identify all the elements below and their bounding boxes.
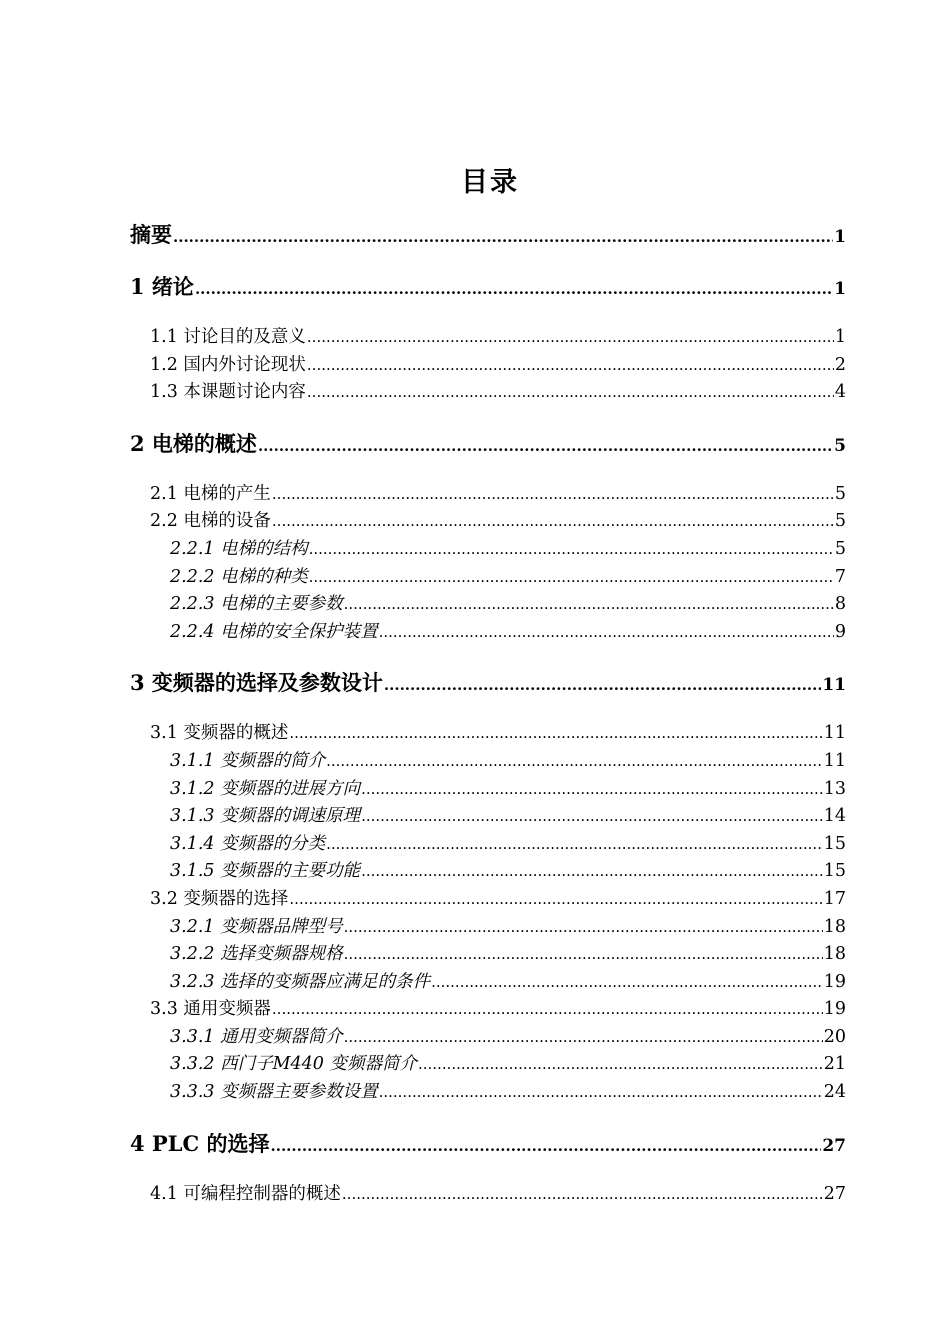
toc-entry-page-number: 1 [834,279,846,299]
toc-entry-level-2[interactable] [130,352,846,380]
toc-leader-dots [289,886,822,914]
toc-entry-level-3[interactable] [130,1024,846,1052]
toc-entry-label: 3.1.2 变频器的进展方向 [170,778,361,799]
toc-entry-page-number: 24 [823,1082,846,1103]
toc-entry-page-number: 27 [823,1183,846,1204]
toc-entry-level-2[interactable] [130,379,846,407]
toc-entry-label: 2.2.4 电梯的安全保护装置 [170,621,378,642]
toc-entry-level-2[interactable] [130,996,846,1024]
toc-leader-dots [431,969,823,997]
toc-leader-dots [344,1024,823,1052]
toc-entry-label: 2.2.1 电梯的结构 [170,538,308,559]
toc-entry-label: 1.1 讨论目的及意义 [150,327,306,347]
toc-entry-label: 3.2 变频器的选择 [150,888,289,909]
toc-leader-dots [307,352,834,380]
toc-entry-level-1[interactable] [130,220,846,250]
toc-leader-dots [272,481,834,509]
toc-entry-level-3[interactable] [130,858,846,886]
toc-entry-label: 3.1.1 变频器的简介 [170,750,326,771]
toc-entry-label: 2.2 电梯的设备 [150,511,271,532]
toc-entry-level-1[interactable] [130,1129,846,1159]
toc-entry-label: 3.2.1 变频器品牌型号 [170,916,343,937]
toc-entry-level-1[interactable] [130,429,846,459]
toc-entry-page-number: 19 [823,999,846,1020]
toc-entry-level-3[interactable] [130,776,846,804]
toc-entry-level-3[interactable] [130,1079,846,1107]
toc-entry-page-number: 19 [823,971,846,992]
toc-entry-page-number: 5 [834,538,846,559]
toc-entry-page-number: 13 [823,778,846,799]
toc-entry-level-3[interactable] [130,969,846,997]
table-of-contents [130,214,846,1208]
toc-entry-page-number: 5 [834,483,846,504]
toc-entry-label: 4.1 可编程控制器的概述 [150,1183,341,1204]
toc-leader-dots [258,431,833,461]
toc-leader-dots [379,619,834,647]
toc-entry-page-number: 20 [823,1026,846,1047]
toc-leader-dots [344,914,823,942]
toc-entry-page-number: 1 [834,327,846,347]
toc-entry-page-number: 15 [823,833,846,854]
toc-entry-page-number: 9 [834,621,846,642]
toc-leader-dots [307,379,834,407]
toc-entry-page-number: 8 [834,594,846,615]
toc-entry-label: 1.2 国内外讨论现状 [150,354,306,375]
toc-entry-page-number: 21 [823,1054,846,1075]
toc-leader-dots [326,748,823,776]
toc-entry-label: 3.1 变频器的概述 [150,723,289,744]
toc-leader-dots [326,831,823,859]
toc-entry-level-3[interactable] [130,1051,846,1079]
toc-entry-page-number: 15 [823,861,846,882]
toc-entry-level-2[interactable] [130,886,846,914]
toc-entry-label: 4 PLC 的选择 [130,1130,270,1156]
toc-leader-dots [361,858,823,886]
toc-leader-dots [272,508,834,536]
toc-entry-level-1[interactable] [130,668,846,698]
toc-leader-dots [195,274,833,304]
toc-entry-level-3[interactable] [130,748,846,776]
toc-entry-level-3[interactable] [130,803,846,831]
toc-entry-level-3[interactable] [130,591,846,619]
toc-entry-level-2[interactable] [130,720,846,748]
toc-entry-label: 2 电梯的概述 [130,430,257,456]
toc-leader-dots [418,1051,823,1079]
toc-entry-level-3[interactable] [130,564,846,592]
toc-entry-level-2[interactable] [130,1181,846,1209]
toc-entry-page-number: 11 [823,750,846,771]
toc-entry-page-number: 5 [834,511,846,532]
toc-entry-label: 1.3 本课题讨论内容 [150,382,306,403]
toc-entry-page-number: 4 [834,382,846,403]
toc-entry-label: 3.1.3 变频器的调速原理 [170,806,361,827]
toc-entry-label: 3 变频器的选择及参数设计 [130,670,383,696]
toc-title: 目录 [461,167,519,198]
toc-entry-page-number: 18 [823,944,846,965]
toc-entry-label: 3.2.2 选择变频器规格 [170,944,343,965]
toc-leader-dots [309,564,834,592]
toc-entry-label: 3.1.5 变频器的主要功能 [170,861,361,882]
toc-entry-level-3[interactable] [130,914,846,942]
toc-entry-level-3[interactable] [130,831,846,859]
toc-leader-dots [379,1079,823,1107]
toc-leader-dots [342,1181,823,1209]
toc-leader-dots [344,591,834,619]
toc-entry-label: 1 绪论 [130,274,194,299]
toc-entry-label: 2.1 电梯的产生 [150,483,271,504]
toc-entry-label: 2.2.2 电梯的种类 [170,566,308,587]
toc-leader-dots [384,670,821,700]
toc-entry-level-2[interactable] [130,508,846,536]
toc-entry-label: 2.2.3 电梯的主要参数 [170,594,343,615]
toc-entry-label: 3.1.4 变频器的分类 [170,833,326,854]
toc-entry-page-number: 5 [834,435,846,456]
toc-entry-label: 3.2.3 选择的变频器应满足的条件 [170,971,431,992]
toc-entry-label: 3.3.3 变频器主要参数设置 [170,1082,378,1103]
toc-entry-level-2[interactable] [130,324,846,352]
toc-leader-dots [173,222,833,252]
toc-leader-dots [289,720,822,748]
toc-leader-dots [272,996,823,1024]
toc-entry-level-3[interactable] [130,619,846,647]
toc-entry-label: 3.3 通用变频器 [150,999,271,1020]
toc-entry-level-3[interactable] [130,536,846,564]
toc-entry-page-number: 14 [823,806,846,827]
toc-entry-page-number: 27 [822,1135,846,1156]
toc-entry-page-number: 11 [823,723,846,744]
toc-leader-dots [361,776,823,804]
toc-leader-dots [309,536,834,564]
toc-leader-dots [344,941,823,969]
toc-entry-level-2[interactable] [130,481,846,509]
toc-entry-page-number: 11 [822,675,846,696]
toc-entry-label: 摘要 [130,222,172,247]
toc-leader-dots [361,803,823,831]
toc-leader-dots [271,1131,822,1161]
toc-entry-page-number: 18 [823,916,846,937]
toc-entry-label: 3.3.2 西门子M440 变频器简介 [170,1054,417,1075]
toc-entry-level-3[interactable] [130,941,846,969]
toc-entry-page-number: 17 [823,888,846,909]
toc-entry-page-number: 2 [834,354,846,375]
toc-entry-page-number: 1 [834,227,846,247]
toc-entry-page-number: 7 [834,566,846,587]
toc-entry-level-1[interactable] [130,272,846,302]
toc-leader-dots [307,324,834,352]
toc-entry-label: 3.3.1 通用变频器简介 [170,1026,343,1047]
